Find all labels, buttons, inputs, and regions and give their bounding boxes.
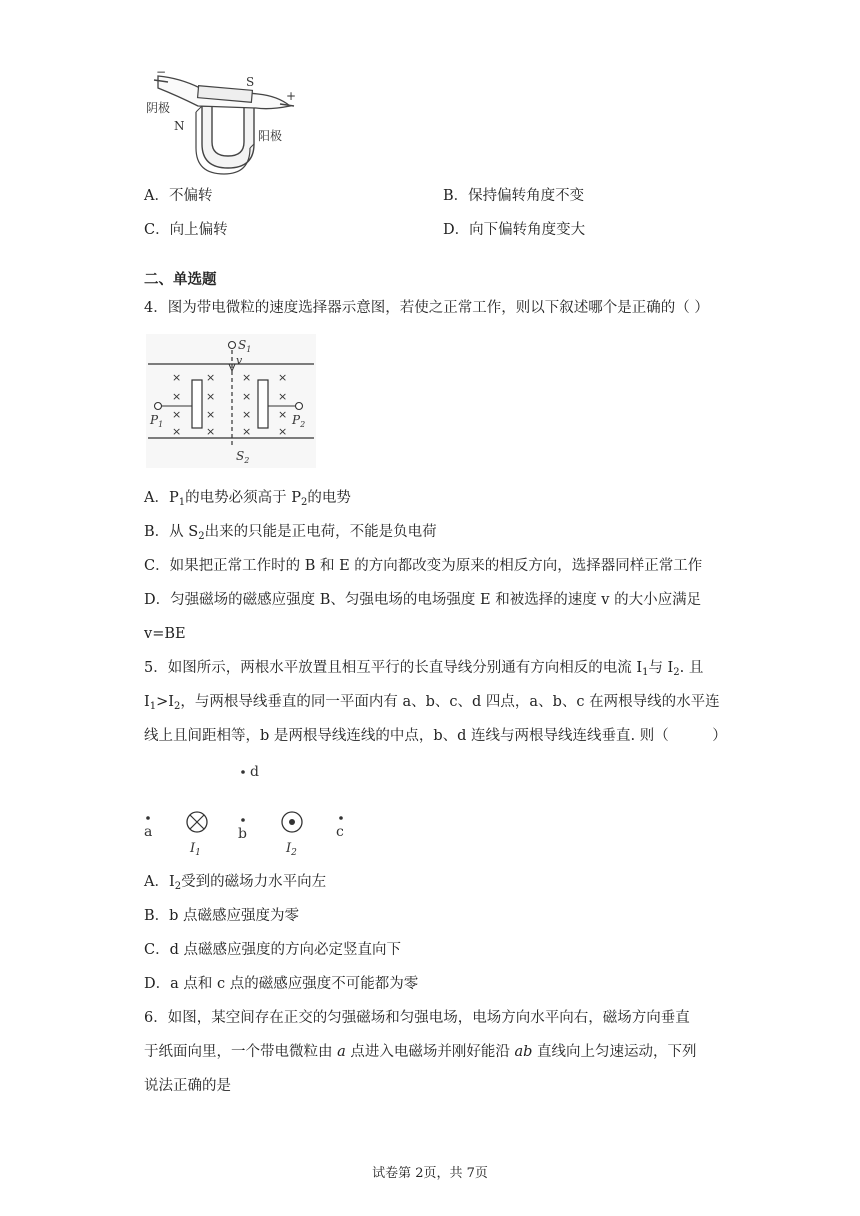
section-title: 二、单选题 [144, 271, 217, 288]
q4-option-a: A．$P_1$的电势必须高于 $P_2$的电势 [144, 490, 351, 508]
page-footer: 试卷第 2页，共 7页 [372, 1166, 488, 1181]
q4-option-b: B．从 $S_2$出来的只能是正电荷，不能是负电荷 [144, 524, 437, 542]
svg-text:×: × [278, 425, 288, 438]
q4-stem: 4．图为带电微粒的速度选择器示意图，若使之正常工作，则以下叙述哪个是正确的（ ） [144, 300, 709, 316]
cathode-label: 阴极 [146, 101, 171, 115]
q3-option-a: A．不偏转 [144, 188, 213, 204]
svg-text:S2: $S_2$ [236, 449, 250, 465]
svg-text:×: × [242, 390, 252, 403]
svg-text:×: × [242, 371, 252, 384]
svg-text:×: × [172, 371, 182, 384]
svg-text:×: × [242, 408, 252, 421]
point-c-label: c [336, 824, 344, 840]
p1-label: P [150, 413, 159, 427]
point-d-label: d [250, 764, 259, 780]
i1-label: I [190, 841, 196, 856]
q4-option-d-cont: v=BE [144, 626, 186, 642]
svg-text:×: × [278, 408, 288, 421]
svg-text:×: × [206, 390, 216, 403]
s2-label: S [236, 449, 245, 463]
velocity-selector-figure [146, 334, 316, 468]
q5-stem-line2: $I_1>I_2$，与两根导线垂直的同一平面内有 a、b、c、d 四点，a、b、c 在两根导线的水平连 [144, 694, 720, 712]
q3-option-c: C．向上偏转 [144, 222, 228, 238]
svg-text:P2: $P_2$ [292, 413, 306, 429]
point-b-label: b [238, 826, 247, 842]
parallel-wires-figure [138, 756, 358, 856]
q6-stem-line3: 说法正确的是 [144, 1078, 231, 1094]
q5-option-b: B．b 点磁感应强度为零 [144, 908, 300, 924]
svg-text:×: × [278, 390, 288, 403]
minus-label: − [156, 66, 167, 79]
svg-text:×: × [206, 408, 216, 421]
cathode-ray-tube-figure [140, 66, 300, 176]
plus-label: + [286, 89, 297, 103]
q3-option-b: B．保持偏转角度不变 [443, 188, 585, 204]
svg-text:I2: $I_2$ [286, 841, 297, 856]
i2-label: I [286, 841, 292, 856]
n-pole-label: N [174, 119, 185, 133]
q5-option-a: A．$I_2$受到的磁场力水平向左 [144, 874, 327, 892]
q5-option-c: C．d 点磁感应强度的方向必定竖直向下 [144, 942, 401, 958]
q3-option-d: D．向下偏转角度变大 [443, 222, 586, 238]
q5-option-d: D．a 点和 c 点的磁感应强度不可能都为零 [144, 976, 419, 992]
svg-text:S1: $S_1$ [238, 338, 252, 354]
point-a-label: a [144, 824, 153, 840]
svg-text:×: × [172, 408, 182, 421]
q5-stem-line3: 线上且间距相等，b 是两根导线连线的中点，b、d 连线与两根导线连线垂直. 则（ ） [144, 728, 727, 744]
svg-text:×: × [172, 425, 182, 438]
svg-text:×: × [172, 390, 182, 403]
q6-stem-line1: 6．如图，某空间存在正交的匀强磁场和匀强电场，电场方向水平向右，磁场方向垂直 [144, 1010, 690, 1026]
p2-label: P [292, 413, 301, 427]
svg-text:P1: $P_1$ [150, 413, 164, 429]
q4-option-d: D．匀强磁场的磁感应强度 B、匀强电场的电场强度 E 和被选择的速度 v 的大小应满足 [144, 592, 702, 608]
svg-text:×: × [278, 371, 288, 384]
svg-text:×: × [206, 425, 216, 438]
s-pole-label: S [246, 75, 255, 89]
svg-text:×: × [206, 371, 216, 384]
svg-text:I1: $I_1$ [190, 841, 201, 856]
anode-label: 阳极 [258, 129, 283, 143]
svg-text:×: × [242, 425, 252, 438]
s1-label: S [238, 338, 247, 352]
velocity-label: v [236, 354, 243, 367]
q5-stem-line1: 5．如图所示，两根水平放置且相互平行的长直导线分别通有方向相反的电流 $I_1$与 $I_2$. 且 [144, 660, 704, 678]
q4-option-c: C．如果把正常工作时的 B 和 E 的方向都改变为原来的相反方向，选择器同样正常工作 [144, 558, 703, 574]
q6-stem-line2: 于纸面向里，一个带电微粒由 a 点进入电磁场并刚好能沿 ab 直线向上匀速运动，下列 [144, 1044, 697, 1060]
